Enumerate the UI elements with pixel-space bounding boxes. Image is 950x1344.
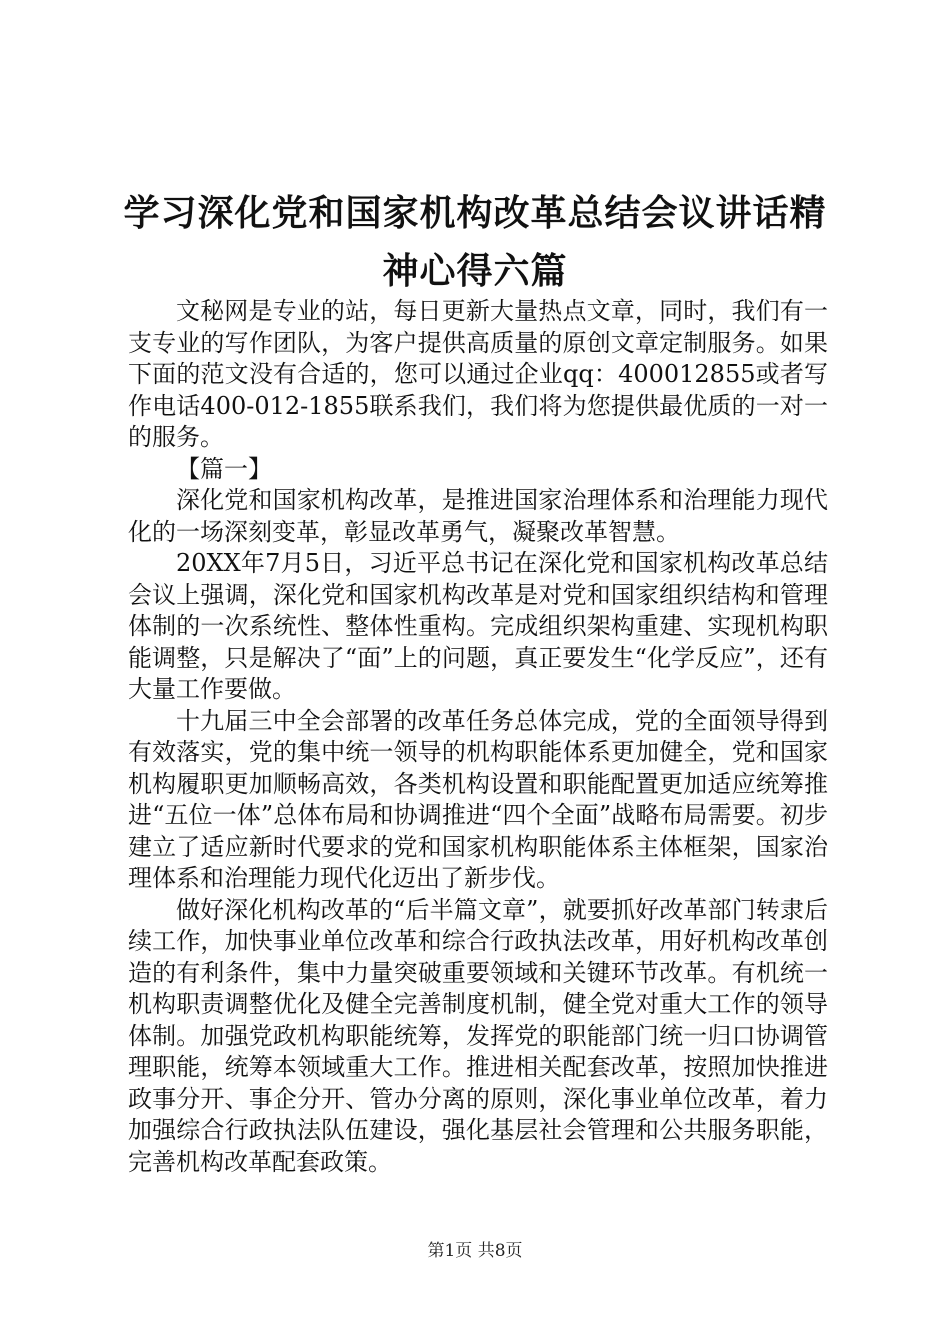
section-heading: 【篇一】 xyxy=(176,454,272,483)
document-title: 学习深化党和国家机构改革总结会议讲话精神心得六篇 xyxy=(123,192,827,292)
body-paragraph: 深化党和国家机构改革，是推进国家治理体系和治理能力现代化的一场深刻变革，彰显改革勇气，凝聚改革智慧。 xyxy=(128,486,828,546)
body-paragraph: 20XX年7月5日，习近平总书记在深化党和国家机构改革总结会议上强调，深化党和国家机构改革是对党和国家组织结构和管理体制的一次系统性、整体性重构。完成组织架构重建、实现机构职能调整，只是解决了“面”上的问题，真正要发生“化学反应”，还有大量工作要做。 xyxy=(128,549,828,703)
page-number: 第1页 共8页 xyxy=(427,1241,523,1261)
intro-paragraph: 文秘网是专业的站，每日更新大量热点文章，同时，我们有一支专业的写作团队，为客户提供高质量的原创文章定制服务。如果下面的范文没有合适的，您可以通过企业qq：400012855或者写作电话400-012-1855联系我们，我们将为您提供最优质的一对一的服务。 xyxy=(128,297,828,451)
body-paragraph: 十九届三中全会部署的改革任务总体完成，党的全面领导得到有效落实，党的集中统一领导的机构职能体系更加健全，党和国家机构履职更加顺畅高效，各类机构设置和职能配置更加适应统筹推进“五位一体”总体布局和协调推进“四个全面”战略布局需要。初步建立了适应新时代要求的党和国家机构职能体系主体框架，国家治理体系和治理能力现代化迈出了新步伐。 xyxy=(128,706,828,892)
body-paragraph: 做好深化机构改革的“后半篇文章”，就要抓好改革部门转隶后续工作，加快事业单位改革和综合行政执法改革，用好机构改革创造的有利条件，集中力量突破重要领域和关键环节改革。有机统一机构职责调整优化及健全完善制度机制，健全党对重大工作的领导体制。加强党政机构职能统筹，发挥党的职能部门统一归口协调管理职能，统筹本领域重大工作。推进相关配套改革，按照加快推进政事分开、事企分开、管办分离的原则，深化事业单位改革，着力加强综合行政执法队伍建设，强化基层社会管理和公共服务职能，完善机构改革配套政策。 xyxy=(128,895,828,1176)
document-body xyxy=(128,296,828,1178)
